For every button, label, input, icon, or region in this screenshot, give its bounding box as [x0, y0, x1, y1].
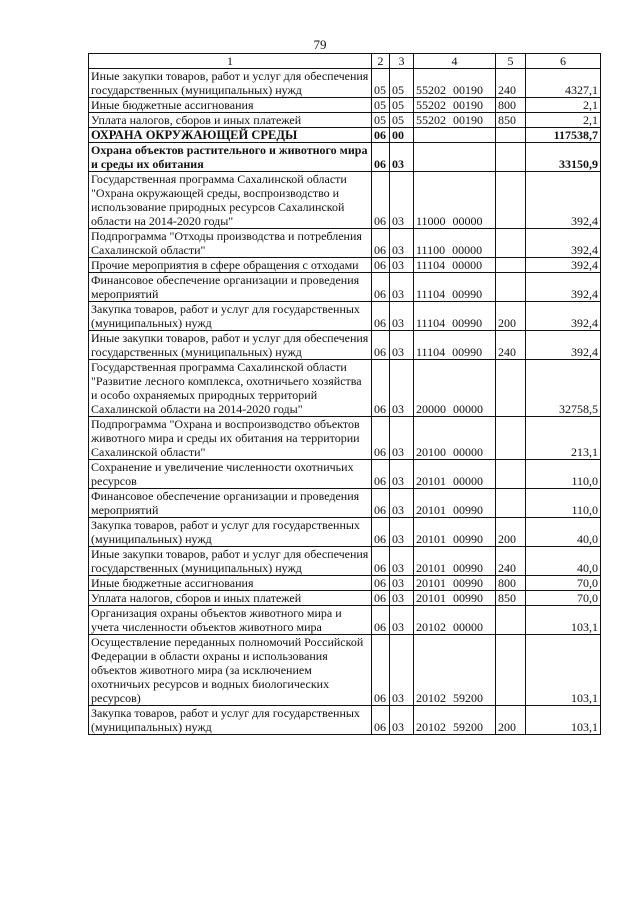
row-csr: 55202 00190 [414, 69, 496, 98]
table-row [89, 591, 601, 606]
row-csr: 20101 00000 [414, 460, 496, 489]
subsection-row [89, 143, 601, 172]
row-name: Иные бюджетные ассигнования [89, 576, 372, 591]
row-rz: 05 [372, 98, 390, 113]
row-csr: 20101 00990 [414, 518, 496, 547]
row-pr: 03 [390, 417, 414, 460]
row-name: Подпрограмма "Охрана и воспроизводство объектов животного мира и среды их обитания на территории Сахалинской области" [89, 417, 372, 460]
row-pr: 03 [390, 518, 414, 547]
row-name: ОХРАНА ОКРУЖАЮЩЕЙ СРЕДЫ [89, 128, 372, 143]
row-rz: 06 [372, 128, 390, 143]
row-name: Финансовое обеспечение организации и проведения мероприятий [89, 489, 372, 518]
row-amount: 32758,5 [526, 360, 601, 417]
row-csr [414, 143, 496, 172]
row-csr: 11104 00990 [414, 331, 496, 360]
row-rz: 05 [372, 113, 390, 128]
row-name: Охрана объектов растительного и животного мира и среды их обитания [89, 143, 372, 172]
row-csr: 11104 00990 [414, 273, 496, 302]
row-rz: 06 [372, 273, 390, 302]
row-pr: 03 [390, 360, 414, 417]
table-row [89, 360, 601, 417]
row-pr: 03 [390, 258, 414, 273]
row-rz: 06 [372, 460, 390, 489]
row-amount: 103,1 [526, 606, 601, 635]
table-row [89, 635, 601, 706]
row-pr: 05 [390, 69, 414, 98]
row-rz: 06 [372, 172, 390, 229]
row-vr [496, 417, 526, 460]
row-vr [496, 128, 526, 143]
row-name: Закупка товаров, работ и услуг для государственных (муниципальных) нужд [89, 302, 372, 331]
row-pr: 03 [390, 547, 414, 576]
row-vr: 240 [496, 547, 526, 576]
header-rz: 2 [372, 54, 390, 69]
row-rz: 06 [372, 360, 390, 417]
row-rz: 06 [372, 606, 390, 635]
row-rz: 06 [372, 143, 390, 172]
row-amount: 392,4 [526, 302, 601, 331]
row-name: Закупка товаров, работ и услуг для государственных (муниципальных) нужд [89, 706, 372, 735]
row-rz: 06 [372, 489, 390, 518]
row-pr: 05 [390, 98, 414, 113]
table-row [89, 518, 601, 547]
row-vr: 240 [496, 331, 526, 360]
table-row [89, 460, 601, 489]
row-csr: 11000 00000 [414, 172, 496, 229]
row-vr: 800 [496, 576, 526, 591]
row-vr: 850 [496, 591, 526, 606]
table-row [89, 229, 601, 258]
row-vr: 200 [496, 302, 526, 331]
row-amount: 70,0 [526, 576, 601, 591]
row-name: Уплата налогов, сборов и иных платежей [89, 113, 372, 128]
row-name: Сохранение и увеличение численности охотничьих ресурсов [89, 460, 372, 489]
row-name: Государственная программа Сахалинской области "Развитие лесного комплекса, охотничьего хозяйства и особо охраняемых природных территорий Сахалинской области на 2014-2020 годы" [89, 360, 372, 417]
row-pr: 03 [390, 172, 414, 229]
row-rz: 06 [372, 706, 390, 735]
row-vr [496, 229, 526, 258]
row-amount: 40,0 [526, 547, 601, 576]
row-vr [496, 360, 526, 417]
table-row [89, 606, 601, 635]
table-row [89, 331, 601, 360]
row-pr: 03 [390, 302, 414, 331]
section-row [89, 128, 601, 143]
table-row [89, 417, 601, 460]
table-row [89, 302, 601, 331]
row-csr: 20102 59200 [414, 635, 496, 706]
row-csr: 11100 00000 [414, 229, 496, 258]
row-pr: 03 [390, 606, 414, 635]
row-name: Иные закупки товаров, работ и услуг для обеспечения государственных (муниципальных) нужд [89, 331, 372, 360]
row-amount: 40,0 [526, 518, 601, 547]
row-vr: 850 [496, 113, 526, 128]
row-amount: 103,1 [526, 635, 601, 706]
row-rz: 06 [372, 576, 390, 591]
table-row [89, 258, 601, 273]
row-rz: 06 [372, 591, 390, 606]
page-number: 79 [313, 37, 327, 52]
row-pr: 03 [390, 229, 414, 258]
row-csr: 20101 00990 [414, 547, 496, 576]
row-rz: 06 [372, 258, 390, 273]
row-pr: 03 [390, 591, 414, 606]
table-row [89, 98, 601, 113]
row-csr: 11104 00000 [414, 258, 496, 273]
table-header-row [89, 54, 601, 69]
row-vr [496, 635, 526, 706]
row-vr [496, 258, 526, 273]
row-rz: 06 [372, 331, 390, 360]
row-name: Государственная программа Сахалинской области "Охрана окружающей среды, воспроизводство и использование природных ресурсов Сахалинской области на 2014-2020 годы" [89, 172, 372, 229]
row-vr [496, 172, 526, 229]
header-name: 1 [89, 54, 372, 69]
row-rz: 06 [372, 635, 390, 706]
table-row [89, 69, 601, 98]
header-amount: 6 [526, 54, 601, 69]
row-amount: 110,0 [526, 460, 601, 489]
row-csr: 20102 00000 [414, 606, 496, 635]
row-name: Прочие мероприятия в сфере обращения с отходами [89, 258, 372, 273]
row-csr: 11104 00990 [414, 302, 496, 331]
row-rz: 06 [372, 518, 390, 547]
row-name: Финансовое обеспечение организации и проведения мероприятий [89, 273, 372, 302]
row-name: Иные бюджетные ассигнования [89, 98, 372, 113]
row-pr: 05 [390, 113, 414, 128]
row-amount: 392,4 [526, 331, 601, 360]
header-pr: 3 [390, 54, 414, 69]
header-vr: 5 [496, 54, 526, 69]
row-csr: 20101 00990 [414, 576, 496, 591]
row-name: Организация охраны объектов животного мира и учета численности объектов животного мира [89, 606, 372, 635]
header-csr: 4 [414, 54, 496, 69]
row-amount: 392,4 [526, 172, 601, 229]
row-name: Закупка товаров, работ и услуг для государственных (муниципальных) нужд [89, 518, 372, 547]
row-vr [496, 273, 526, 302]
row-amount: 70,0 [526, 591, 601, 606]
row-amount: 2,1 [526, 113, 601, 128]
row-vr [496, 143, 526, 172]
row-amount: 110,0 [526, 489, 601, 518]
row-amount: 103,1 [526, 706, 601, 735]
row-csr: 20102 59200 [414, 706, 496, 735]
row-name: Осуществление переданных полномочий Российской Федерации в области охраны и использования объектов животного мира (за исключением охотничьих ресурсов и водных биологических ресурсов) [89, 635, 372, 706]
row-csr: 20101 00990 [414, 489, 496, 518]
budget-table [88, 53, 601, 735]
row-pr: 03 [390, 489, 414, 518]
row-pr: 03 [390, 143, 414, 172]
row-amount: 213,1 [526, 417, 601, 460]
row-name: Иные закупки товаров, работ и услуг для обеспечения государственных (муниципальных) нужд [89, 547, 372, 576]
row-vr [496, 606, 526, 635]
row-pr: 03 [390, 635, 414, 706]
table-row [89, 547, 601, 576]
table-row [89, 113, 601, 128]
row-vr: 200 [496, 706, 526, 735]
row-csr: 55202 00190 [414, 113, 496, 128]
row-pr: 03 [390, 331, 414, 360]
row-vr: 240 [496, 69, 526, 98]
row-amount: 392,4 [526, 273, 601, 302]
row-amount: 117538,7 [526, 128, 601, 143]
row-rz: 06 [372, 302, 390, 331]
row-pr: 03 [390, 576, 414, 591]
row-amount: 4327,1 [526, 69, 601, 98]
table-row [89, 273, 601, 302]
row-name: Уплата налогов, сборов и иных платежей [89, 591, 372, 606]
row-vr: 800 [496, 98, 526, 113]
row-pr: 03 [390, 273, 414, 302]
row-csr [414, 128, 496, 143]
row-vr [496, 460, 526, 489]
row-csr: 20000 00000 [414, 360, 496, 417]
row-rz: 05 [372, 69, 390, 98]
row-amount: 392,4 [526, 258, 601, 273]
table-row [89, 172, 601, 229]
row-csr: 20100 00000 [414, 417, 496, 460]
row-vr: 200 [496, 518, 526, 547]
row-pr: 00 [390, 128, 414, 143]
table-row [89, 706, 601, 735]
row-name: Подпрограмма "Отходы производства и потребления Сахалинской области" [89, 229, 372, 258]
row-csr: 55202 00190 [414, 98, 496, 113]
row-rz: 06 [372, 417, 390, 460]
row-name: Иные закупки товаров, работ и услуг для обеспечения государственных (муниципальных) нужд [89, 69, 372, 98]
row-vr [496, 489, 526, 518]
row-amount: 33150,9 [526, 143, 601, 172]
row-amount: 392,4 [526, 229, 601, 258]
row-csr: 20101 00990 [414, 591, 496, 606]
table-row [89, 489, 601, 518]
row-rz: 06 [372, 547, 390, 576]
row-amount: 2,1 [526, 98, 601, 113]
row-pr: 03 [390, 706, 414, 735]
row-rz: 06 [372, 229, 390, 258]
table-row [89, 576, 601, 591]
row-pr: 03 [390, 460, 414, 489]
